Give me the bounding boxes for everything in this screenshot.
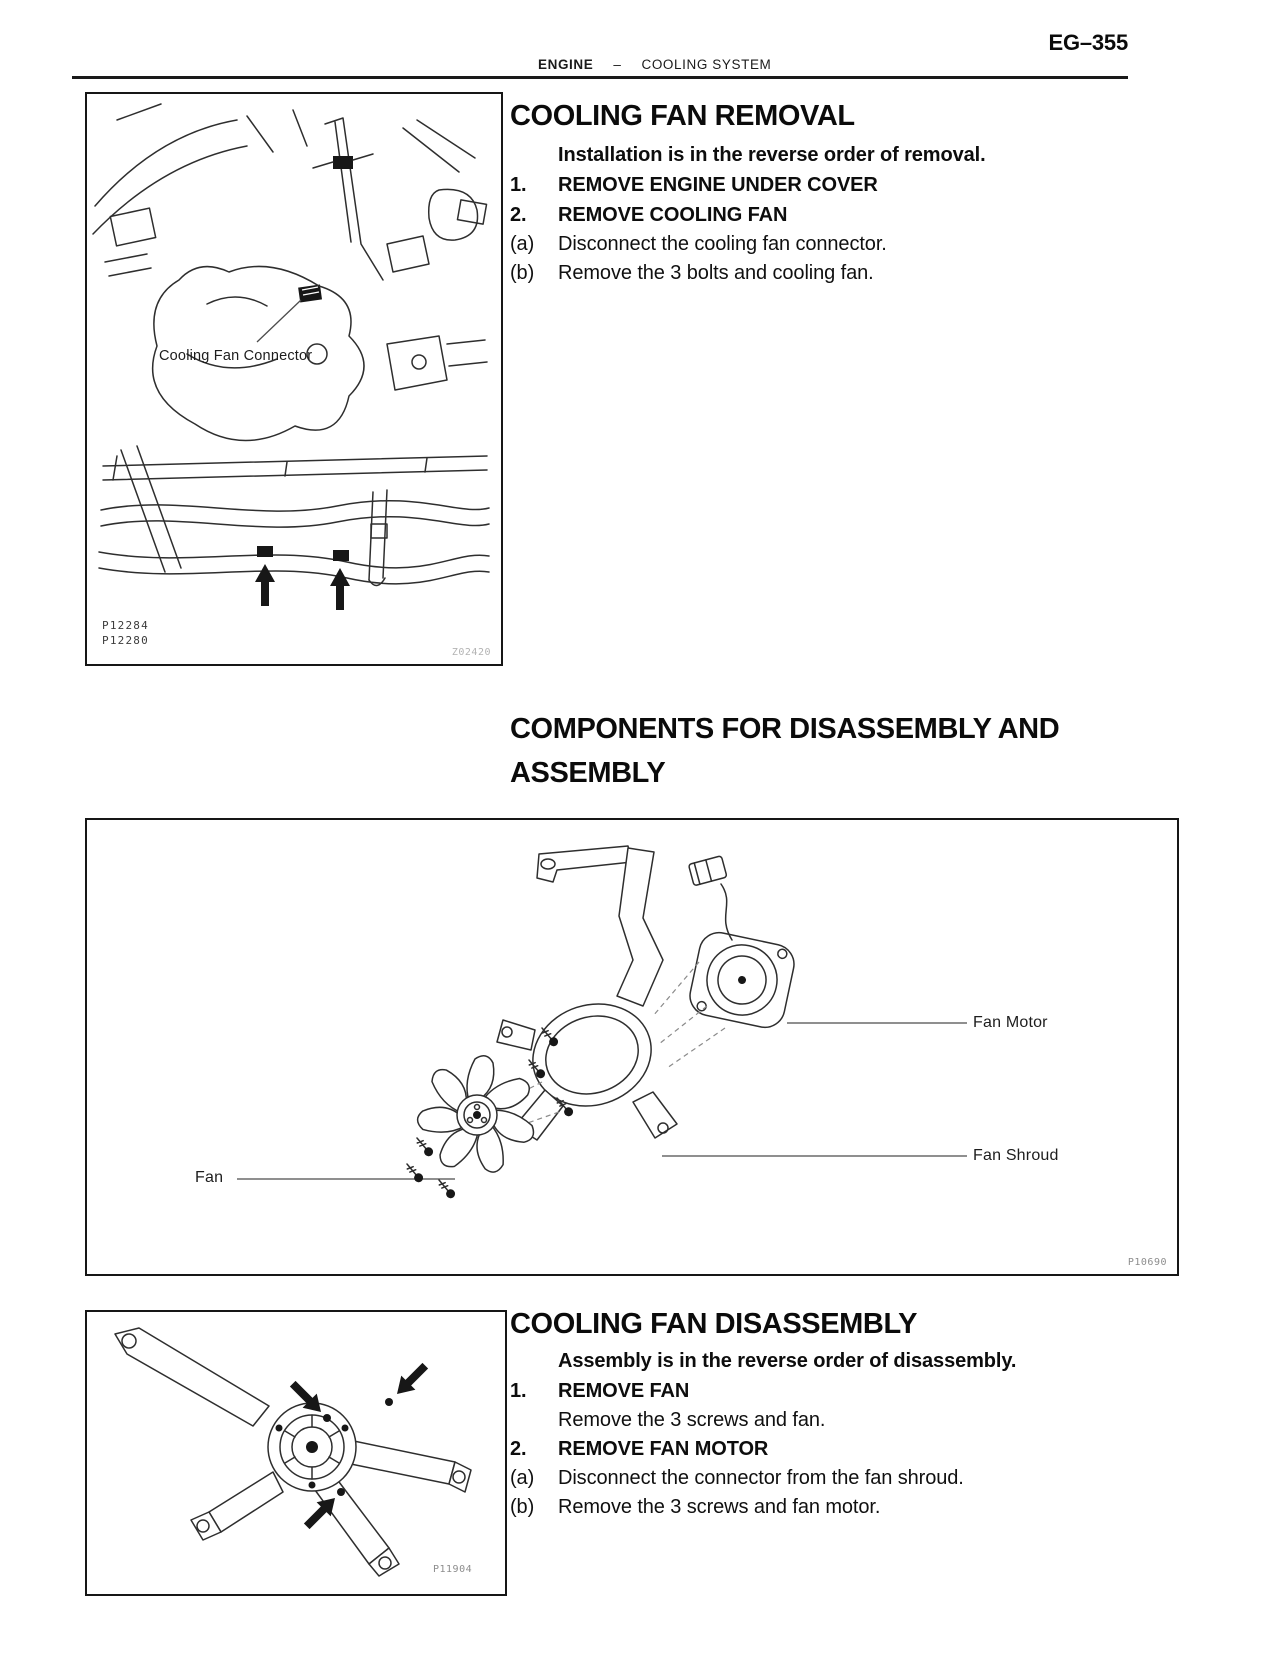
section-title-removal: COOLING FAN REMOVAL [510, 100, 855, 132]
breadcrumb-subsection: COOLING SYSTEM [641, 57, 772, 72]
label-fan-shroud: Fan Shroud [973, 1147, 1059, 1164]
step-text: REMOVE FAN MOTOR [558, 1438, 769, 1460]
fan-shroud-drawing [87, 1312, 501, 1590]
figure-callout: Cooling Fan Connector [159, 348, 313, 364]
exploded-view-drawing [87, 820, 1173, 1270]
step-text: REMOVE COOLING FAN [558, 204, 788, 226]
bolt-icon [333, 550, 349, 561]
step-text: REMOVE ENGINE UNDER COVER [558, 174, 878, 196]
fan-motor-icon [686, 929, 797, 1031]
bolt-icon [257, 546, 273, 557]
screw-icon [436, 1177, 457, 1200]
motor-connector-icon [688, 856, 727, 886]
step-item [510, 1380, 1140, 1402]
step-item [510, 1496, 1140, 1518]
breadcrumb-section: ENGINE [538, 57, 594, 72]
step-item [510, 1467, 1140, 1489]
step-number: (a) [510, 1467, 535, 1489]
step-text: REMOVE FAN [558, 1380, 690, 1402]
step-item [510, 233, 1140, 255]
bolt-arrow-icon [330, 568, 350, 610]
step-number: (b) [510, 1496, 535, 1518]
step-number: (a) [510, 233, 535, 255]
header-rule [72, 76, 1128, 79]
step-number [510, 1409, 558, 1431]
figure-corner-code: P10690 [1127, 1257, 1167, 1268]
figure-corner-code: P11904 [433, 1564, 473, 1575]
step-text: Remove the 3 bolts and cooling fan. [558, 262, 874, 284]
fan-icon [416, 1056, 537, 1176]
figure-fan-disassembly [85, 1310, 507, 1596]
photo-code: P12284 [102, 619, 149, 632]
step-item [510, 1438, 1140, 1460]
screw-icon [404, 1161, 425, 1184]
figure-cooling-fan-connector [85, 92, 503, 666]
page-number: EG–355 [1048, 30, 1128, 55]
photo-code: P12280 [102, 634, 149, 647]
engine-bay-line-drawing [87, 94, 501, 664]
screw-icon [414, 1135, 435, 1158]
removal-note: Installation is in the reverse order of removal. [558, 144, 986, 166]
breadcrumb-separator: – [613, 57, 622, 72]
section-title-components-line2: ASSEMBLY [510, 757, 666, 789]
step-text: Remove the 3 screws and fan motor. [558, 1496, 881, 1518]
section-title-disassembly: COOLING FAN DISASSEMBLY [510, 1308, 918, 1340]
label-fan: Fan [195, 1169, 224, 1186]
step-number: 2. [510, 1438, 527, 1460]
step-number: 1. [510, 174, 527, 196]
disassembly-note: Assembly is in the reverse order of disassembly. [558, 1350, 1017, 1372]
step-item [510, 174, 1140, 196]
upper-connector-icon [333, 156, 353, 169]
cooling-fan-connector-icon [298, 285, 322, 303]
step-number: 1. [510, 1380, 527, 1402]
step-item [510, 1409, 1140, 1431]
breadcrumb [538, 57, 771, 72]
motor-wire [721, 884, 732, 940]
figure-corner-code: Z02420 [451, 647, 491, 658]
figure-components-exploded-view [85, 818, 1179, 1276]
step-number: 2. [510, 204, 527, 226]
step-text: Disconnect the connector from the fan shroud. [558, 1467, 964, 1489]
screw-arrow-icon [390, 1359, 432, 1401]
step-item [510, 204, 1140, 226]
step-text: Disconnect the cooling fan connector. [558, 233, 887, 255]
step-text: Remove the 3 screws and fan. [558, 1409, 826, 1431]
section-title-components-line1: COMPONENTS FOR DISASSEMBLY AND [510, 713, 1060, 745]
fan-motor-icon [268, 1403, 356, 1491]
step-number: (b) [510, 262, 535, 284]
step-item [510, 262, 1140, 284]
label-fan-motor: Fan Motor [973, 1014, 1048, 1031]
